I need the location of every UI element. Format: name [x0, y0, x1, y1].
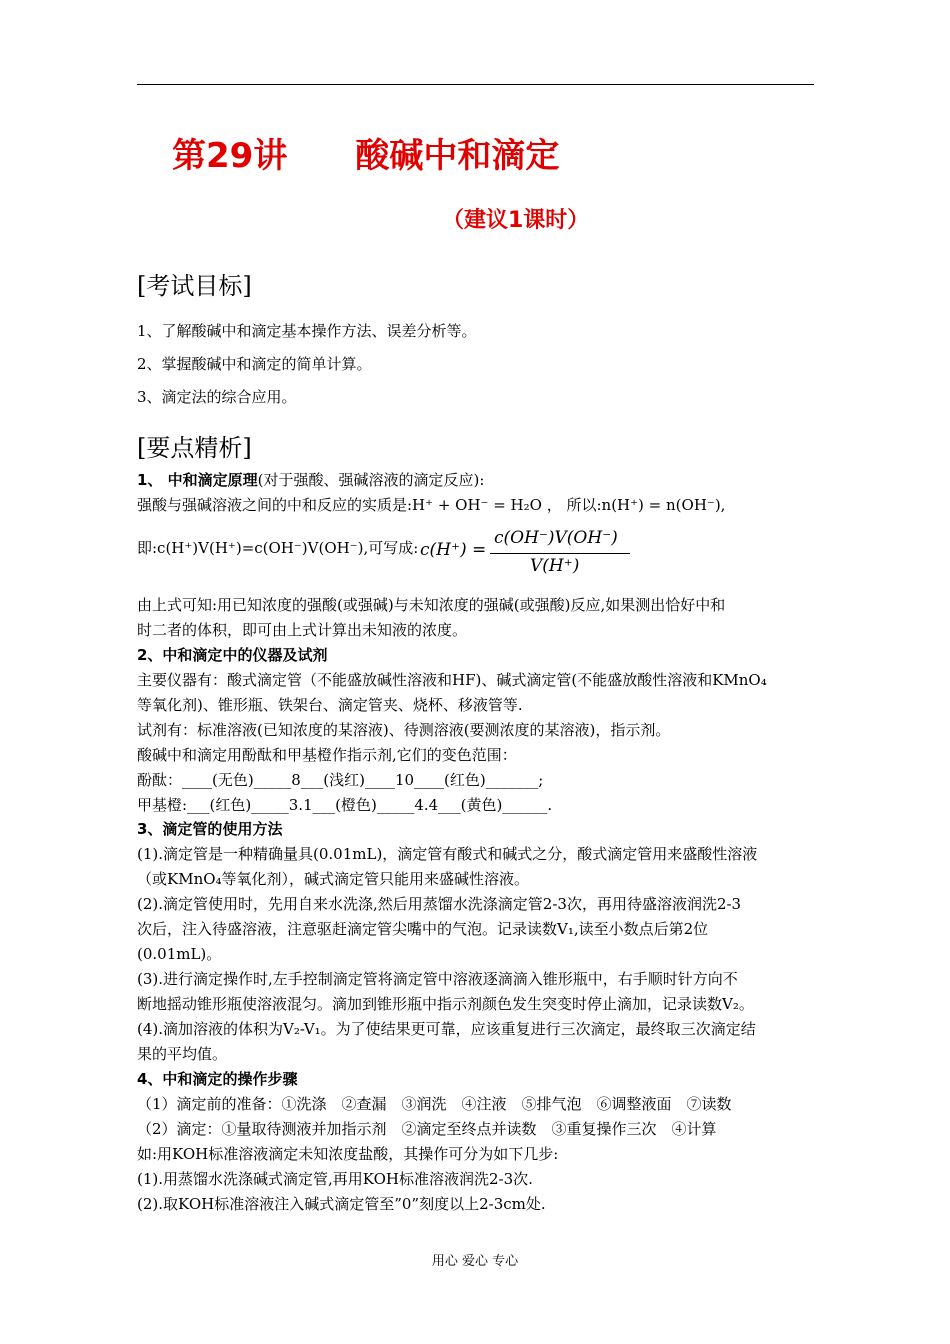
section-1-text: 时二者的体积，即可由上式计算出未知液的浓度。 [137, 621, 468, 639]
lecture-number: 第29讲 [172, 136, 288, 176]
section-4-text: （2）滴定：①量取待测液并加指示剂 ②滴定至终点并读数 ③重复操作三次 ④计算 [137, 1120, 717, 1138]
page-title [172, 128, 559, 177]
points-heading: [要点精析] [137, 434, 252, 462]
section-2-text: 试剂有：标准溶液(已知浓度的某溶液)、待测溶液(要测浓度的某溶液)，指示剂。 [137, 721, 671, 739]
section-2-title: 2、中和滴定中的仪器及试剂 [137, 646, 328, 664]
formula-lhs: c(H⁺) = [420, 540, 487, 560]
section-3-title: 3、滴定管的使用方法 [137, 820, 283, 838]
goals-heading: [考试目标] [137, 272, 252, 300]
fraction-bar [490, 553, 630, 554]
goal-item: 1、了解酸碱中和滴定基本操作方法、误差分析等。 [137, 322, 477, 340]
section-3-text: (4).滴加溶液的体积为V₂-V₁。为了使结果更可靠，应该重复进行三次滴定，最终取三次滴定结 [137, 1020, 756, 1038]
section-1-text: 由上式可知:用已知浓度的强酸(或强碱)与未知浓度的强碱(或强酸)反应,如果测出恰好中和 [137, 596, 726, 614]
section-3-text: （或KMnO₄等氧化剂），碱式滴定管只能用来盛碱性溶液。 [137, 870, 530, 888]
section-3-text: 果的平均值。 [137, 1045, 228, 1063]
section-3-text: (1).滴定管是一种精确量具(0.01mL)，滴定管有酸式和碱式之分，酸式滴定管用来盛酸性溶液 [137, 845, 758, 863]
section-1-formula-text: 即:c(H⁺)V(H⁺)=c(OH⁻)V(OH⁻),可写成: [137, 539, 419, 557]
goal-item: 2、掌握酸碱中和滴定的简单计算。 [137, 355, 372, 373]
concentration-formula [420, 528, 640, 582]
section-3-text: (2).滴定管使用时，先用自来水洗涤,然后用蒸馏水洗涤滴定管2-3次，再用待盛溶液润洗2-3 [137, 895, 742, 913]
goal-item: 3、滴定法的综合应用。 [137, 388, 297, 406]
section-4-text: (1).用蒸馏水洗涤碱式滴定管,再用KOH标准溶液润洗2-3次. [137, 1170, 533, 1188]
section-3-text: 断地摇动锥形瓶使溶液混匀。滴加到锥形瓶中指示剂颜色发生突变时停止滴加，记录读数V₂。 [137, 995, 754, 1013]
section-1-text: 强酸与强碱溶液之间的中和反应的实质是:H⁺ + OH⁻ = H₂O ， 所以:n(H⁺) = n(OH⁻), [137, 496, 726, 514]
formula-numerator: c(OH⁻)V(OH⁻) [494, 528, 618, 548]
section-4-text: （1）滴定前的准备：①洗涤 ②查漏 ③润洗 ④注液 ⑤排气泡 ⑥调整液面 ⑦读数 [137, 1095, 732, 1113]
methyl-orange-range: 甲基橙:___(红色)_____3.1___(橙色)_____4.4___(黄色)______. [137, 796, 553, 814]
section-3-text: 次后，注入待盛溶液，注意驱赶滴定管尖嘴中的气泡。记录读数V₁,读至小数点后第2位 [137, 920, 709, 938]
section-2-text: 等氧化剂)、锥形瓶、铁架台、滴定管夹、烧杯、移液管等. [137, 696, 523, 714]
page-footer: 用心 爱心 专心 [431, 1254, 519, 1269]
suggested-hours: （建议1课时） [442, 208, 590, 233]
header-rule [137, 84, 814, 85]
lecture-topic: 酸碱中和滴定 [355, 136, 560, 176]
phenolphthalein-range: 酚酞：____(无色)_____8___(浅红)____10____(红色)_______; [137, 771, 544, 789]
section-4-text: 如:用KOH标准溶液滴定未知浓度盐酸，其操作可分为如下几步: [137, 1145, 559, 1163]
section-3-text: (3).进行滴定操作时,左手控制滴定管将滴定管中溶液逐滴滴入锥形瓶中，右手顺时针方向不 [137, 970, 738, 988]
formula-denominator: V(H⁺) [530, 556, 580, 576]
section-2-text: 主要仪器有：酸式滴定管（不能盛放碱性溶液和HF)、碱式滴定管(不能盛放酸性溶液和KMnO₄ [137, 671, 767, 689]
section-3-text: (0.01mL)。 [137, 945, 222, 963]
section-4-text: (2).取KOH标准溶液注入碱式滴定管至”0”刻度以上2-3cm处. [137, 1195, 546, 1213]
section-1-title: 1、 中和滴定原理(对于强酸、强碱溶液的滴定反应): [137, 471, 485, 489]
section-2-text: 酸碱中和滴定用酚酞和甲基橙作指示剂,它们的变色范围： [137, 746, 517, 764]
section-4-title: 4、中和滴定的操作步骤 [137, 1070, 298, 1088]
